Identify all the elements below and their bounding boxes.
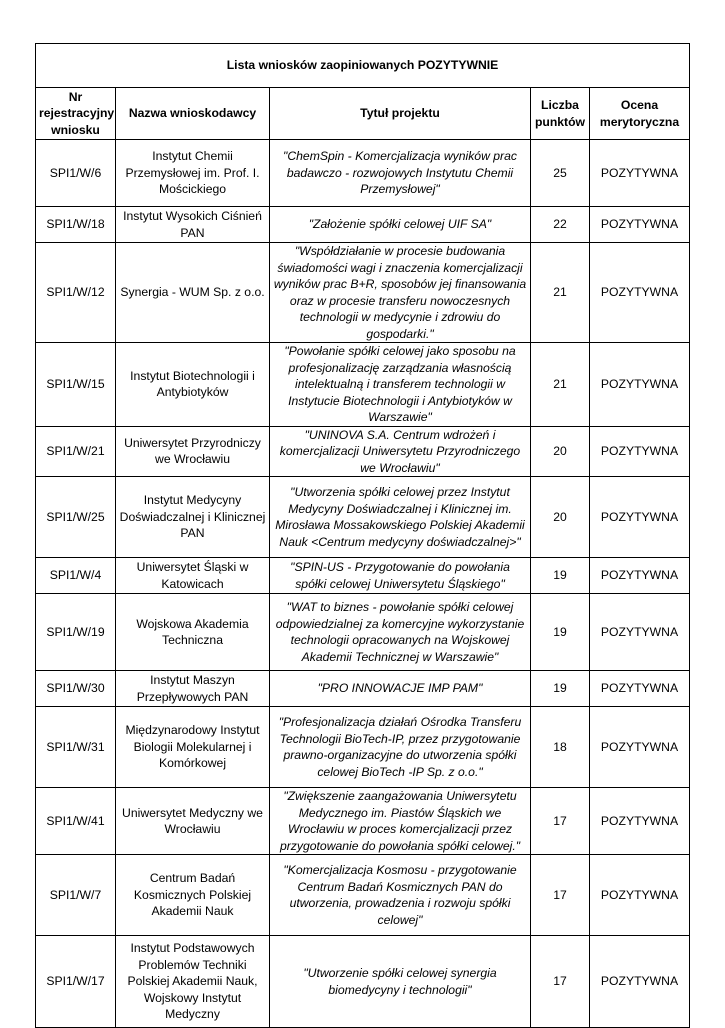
cell-points: 17 (531, 855, 590, 936)
cell-applicant: Międzynarodowy Instytut Biologii Molekularnej i Komórkowej (116, 707, 270, 788)
cell-applicant: Wojskowa Akademia Techniczna (116, 594, 270, 671)
cell-rating: POZYTYWNA (590, 243, 690, 343)
cell-title: "Profesjonalizacja działań Ośrodka Transferu Technologii BioTech-IP, przez przygotowanie prawno-organizacyjne do utworzenia spółki celowej BioTech -IP Sp. z o.o." (270, 707, 531, 788)
applications-table (35, 43, 690, 1028)
table-title: Lista wniosków zaopiniowanych POZYTYWNIE (36, 44, 690, 88)
table-title-row (36, 44, 690, 88)
table-body (36, 140, 690, 1028)
cell-applicant: Instytut Podstawowych Problemów Techniki Polskiej Akademii Nauk, Wojskowy Instytut Medyczny (116, 936, 270, 1028)
cell-applicant: Instytut Wysokich Ciśnień PAN (116, 207, 270, 243)
cell-points: 17 (531, 788, 590, 855)
table-row (36, 558, 690, 594)
header-points: Liczba punktów (531, 88, 590, 140)
cell-nr: SPI1/W/21 (36, 426, 116, 477)
cell-applicant: Uniwersytet Śląski w Katowicach (116, 558, 270, 594)
cell-title: "UNINOVA S.A. Centrum wdrożeń i komercjalizacji Uniwersytetu Przyrodniczego we Wrocławiu" (270, 426, 531, 477)
cell-rating: POZYTYWNA (590, 936, 690, 1028)
cell-applicant: Instytut Maszyn Przepływowych PAN (116, 671, 270, 707)
header-title: Tytuł projektu (270, 88, 531, 140)
table-row (36, 671, 690, 707)
cell-points: 20 (531, 426, 590, 477)
cell-title: "Powołanie spółki celowej jako sposobu na profesjonalizację zarządzania własnością intelektualną i transferem technologii w Instytucie Biotechnologii i Antybiotyków w Warszawie" (270, 343, 531, 427)
cell-rating: POZYTYWNA (590, 140, 690, 207)
cell-points: 18 (531, 707, 590, 788)
cell-rating: POZYTYWNA (590, 477, 690, 558)
cell-nr: SPI1/W/7 (36, 855, 116, 936)
cell-applicant: Uniwersytet Przyrodniczy we Wrocławiu (116, 426, 270, 477)
cell-nr: SPI1/W/18 (36, 207, 116, 243)
cell-points: 21 (531, 343, 590, 427)
header-row (36, 88, 690, 140)
table-row (36, 243, 690, 343)
cell-title: "PRO INNOWACJE IMP PAM" (270, 671, 531, 707)
cell-applicant: Instytut Chemii Przemysłowej im. Prof. I. Mościckiego (116, 140, 270, 207)
cell-title: "Utworzenie spółki celowej synergia biomedycyny i technologii" (270, 936, 531, 1028)
cell-applicant: Uniwersytet Medyczny we Wrocławiu (116, 788, 270, 855)
cell-applicant: Instytut Biotechnologii i Antybiotyków (116, 343, 270, 427)
cell-rating: POZYTYWNA (590, 558, 690, 594)
table-row (36, 936, 690, 1028)
cell-nr: SPI1/W/25 (36, 477, 116, 558)
cell-title: "Utworzenia spółki celowej przez Instytut Medycyny Doświadczalnej i Klinicznej im. Mirosława Mossakowskiego Polskiej Akademii Nauk <Centrum medycyny doświadczalnej>" (270, 477, 531, 558)
cell-nr: SPI1/W/30 (36, 671, 116, 707)
table-row (36, 594, 690, 671)
cell-applicant: Centrum Badań Kosmicznych Polskiej Akademii Nauk (116, 855, 270, 936)
table-row (36, 426, 690, 477)
cell-nr: SPI1/W/6 (36, 140, 116, 207)
header-applicant: Nazwa wnioskodawcy (116, 88, 270, 140)
cell-applicant: Instytut Medycyny Doświadczalnej i Klinicznej PAN (116, 477, 270, 558)
cell-rating: POZYTYWNA (590, 207, 690, 243)
cell-rating: POZYTYWNA (590, 426, 690, 477)
cell-title: "SPIN-US - Przygotowanie do powołania spółki celowej Uniwersytetu Śląskiego" (270, 558, 531, 594)
cell-applicant: Synergia - WUM Sp. z o.o. (116, 243, 270, 343)
cell-nr: SPI1/W/12 (36, 243, 116, 343)
header-rating: Ocena merytoryczna (590, 88, 690, 140)
cell-title: "ChemSpin - Komercjalizacja wyników prac badawczo - rozwojowych Instytutu Chemii Przemysłowej" (270, 140, 531, 207)
cell-points: 19 (531, 594, 590, 671)
header-nr: Nr rejestracyjny wniosku (36, 88, 116, 140)
cell-rating: POZYTYWNA (590, 707, 690, 788)
cell-rating: POZYTYWNA (590, 788, 690, 855)
cell-title: "WAT to biznes - powołanie spółki celowej odpowiedzialnej za komercyjne wykorzystanie technologii opracowanych na Wojskowej Akademii Technicznej w Warszawie" (270, 594, 531, 671)
cell-points: 19 (531, 558, 590, 594)
cell-nr: SPI1/W/41 (36, 788, 116, 855)
cell-title: "Współdziałanie w procesie budowania świadomości wagi i znaczenia komercjalizacji wyników prac B+R, sposobów jej finansowania oraz w procesie transferu nowoczesnych technologii w medycynie i zdrowiu do gospodarki." (270, 243, 531, 343)
table-row (36, 343, 690, 427)
cell-rating: POZYTYWNA (590, 343, 690, 427)
cell-rating: POZYTYWNA (590, 594, 690, 671)
cell-points: 21 (531, 243, 590, 343)
cell-points: 17 (531, 936, 590, 1028)
table-row (36, 707, 690, 788)
cell-nr: SPI1/W/15 (36, 343, 116, 427)
cell-title: "Zwiększenie zaangażowania Uniwersytetu Medycznego im. Piastów Śląskich we Wrocławiu w proces komercjalizacji przez przygotowanie do powołania spółki celowej." (270, 788, 531, 855)
cell-title: "Komercjalizacja Kosmosu - przygotowanie Centrum Badań Kosmicznych PAN do utworzenia, prowadzenia i rozwoju spółki celowej" (270, 855, 531, 936)
cell-points: 19 (531, 671, 590, 707)
table-row (36, 140, 690, 207)
cell-title: "Założenie spółki celowej UIF SA" (270, 207, 531, 243)
cell-points: 20 (531, 477, 590, 558)
cell-points: 22 (531, 207, 590, 243)
table-row (36, 477, 690, 558)
cell-rating: POZYTYWNA (590, 671, 690, 707)
cell-nr: SPI1/W/19 (36, 594, 116, 671)
table-row (36, 788, 690, 855)
table-row (36, 855, 690, 936)
cell-nr: SPI1/W/4 (36, 558, 116, 594)
cell-rating: POZYTYWNA (590, 855, 690, 936)
cell-points: 25 (531, 140, 590, 207)
cell-nr: SPI1/W/17 (36, 936, 116, 1028)
table-row (36, 207, 690, 243)
cell-nr: SPI1/W/31 (36, 707, 116, 788)
